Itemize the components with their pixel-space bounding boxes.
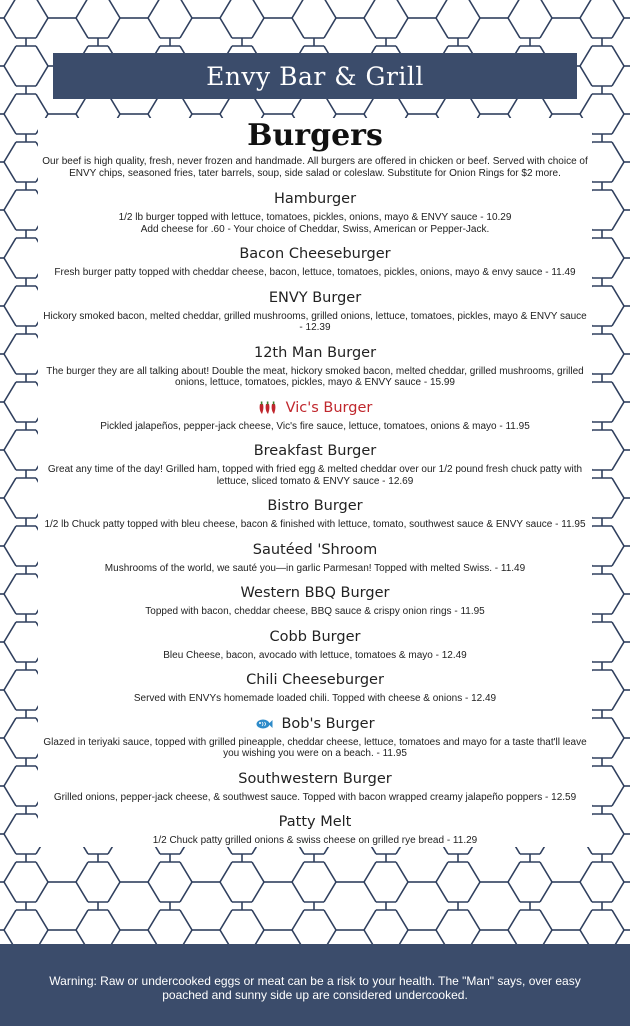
section-intro: Our beef is high quality, fresh, never frozen and handmade. All burgers are offered in chicken or beef. Served with choice of ENVY chips, seasoned fries, tater barrels, soup, side salad or coleslaw. Substitute for Onion Rings for $2 more. [42,156,588,179]
item-name: Western BBQ Burger [240,585,390,601]
fish-icon [255,718,273,730]
item-name: 12th Man Burger [253,344,377,361]
item-description: The burger they are all talking about! Double the meat, hickory smoked bacon, melted cheddar, grilled mushrooms, grilled onions, lettuce, tomatoes, pickles, mayo & ENVY sauce - 15.99 [46,365,584,388]
menu-item-bacon-cheeseburger [38,245,592,279]
item-description: Mushrooms of the world, we sauté you—in garlic Parmesan! Topped with melted Swiss. - 11.49 [104,562,526,574]
health-warning: Warning: Raw or undercooked eggs or meat can be a risk to your health. The "Man" says, over easy poached and sunny side up are considered undercooked. [49,974,581,1002]
item-description: 1/2 Chuck patty grilled onions & swiss cheese on grilled rye bread - 11.29 [152,835,478,846]
item-name: Patty Melt [278,814,352,830]
item-name: Hamburger [273,191,357,207]
menu-item-bobs-burger [38,715,592,760]
item-name: Breakfast Burger [253,443,377,459]
item-description: Grilled onions, pepper-jack cheese, & southwest sauce. Topped with bacon wrapped creamy jalapeño poppers - 12.59 [53,791,577,803]
restaurant-name: Envy Bar & Grill [206,61,424,91]
menu-item-cobb-burger [38,628,592,662]
item-description-line: Add cheese for .60 - Your choice of Cheddar, Swiss, American or Pepper-Jack. [140,223,490,235]
restaurant-banner [53,53,577,99]
menu-item-12th-man-burger [38,344,592,389]
menu-item-chili-cheeseburger [38,671,592,705]
item-description: Great any time of the day! Grilled ham, topped with fried egg & melted cheddar over our 1/2 pound fresh chuck patty with lettuce, sliced tomato & ENVY sauce - 12.69 [47,464,583,487]
item-name: Vic's Burger [285,399,373,416]
item-name-row [38,715,592,734]
item-name: ENVY Burger [268,289,362,306]
item-description: Glazed in teriyaki sauce, topped with grilled pineapple, cheddar cheese, lettuce, tomatoes and mayo for a taste that'll leave you wishing you were on a beach. - 11.95 [43,736,587,759]
item-name: Southwestern Burger [238,770,392,787]
menu-item-sauteed-shroom [38,541,592,575]
chili-peppers-icon [258,401,278,415]
menu-item-southwestern-burger [38,770,592,804]
menu-item-bistro-burger [38,497,592,531]
footer-bar [0,944,630,1026]
item-name: Cobb Burger [269,628,361,645]
menu-item-envy-burger [38,289,592,334]
menu-item-western-bbq-burger [38,584,592,618]
item-description: Hickory smoked bacon, melted cheddar, grilled mushrooms, grilled onions, lettuce, tomatoes, pickles, mayo & ENVY sauce - 12.39 [43,310,587,333]
menu-item-hamburger [38,190,592,235]
section-title: Burgers [247,118,383,153]
item-description: Fresh burger patty topped with cheddar cheese, bacon, lettuce, tomatoes, pickles, onions, mayo & envy sauce - 11.49 [54,267,576,278]
item-name: Chili Cheeseburger [246,672,384,688]
menu-item-patty-melt [38,813,592,847]
menu-item-breakfast-burger [38,442,592,487]
item-description [38,212,592,235]
item-description: 1/2 lb Chuck patty topped with bleu cheese, bacon & finished with lettuce, tomato, southwest sauce & ENVY sauce - 11.95 [44,519,586,530]
item-name: Sautéed 'Shroom [252,541,378,558]
item-name: Bistro Burger [267,498,363,514]
menu-content [38,118,592,847]
item-name: Bob's Burger [281,715,375,732]
item-name: Bacon Cheeseburger [239,246,391,262]
menu-item-vics-burger [38,399,592,433]
item-description: Served with ENVYs homemade loaded chili. Topped with cheese & onions - 12.49 [133,693,497,704]
item-description-line: 1/2 lb burger topped with lettuce, tomatoes, pickles, onions, mayo & ENVY sauce - 10.29 [118,212,512,223]
item-description: Pickled jalapeños, pepper-jack cheese, Vic's fire sauce, lettuce, tomatoes, onions & mayo - 11.95 [100,420,530,432]
item-name-row [38,399,592,418]
item-description: Topped with bacon, cheddar cheese, BBQ sauce & crispy onion rings - 11.95 [145,606,485,617]
item-description: Bleu Cheese, bacon, avocado with lettuce, tomatoes & mayo - 12.49 [163,649,467,661]
